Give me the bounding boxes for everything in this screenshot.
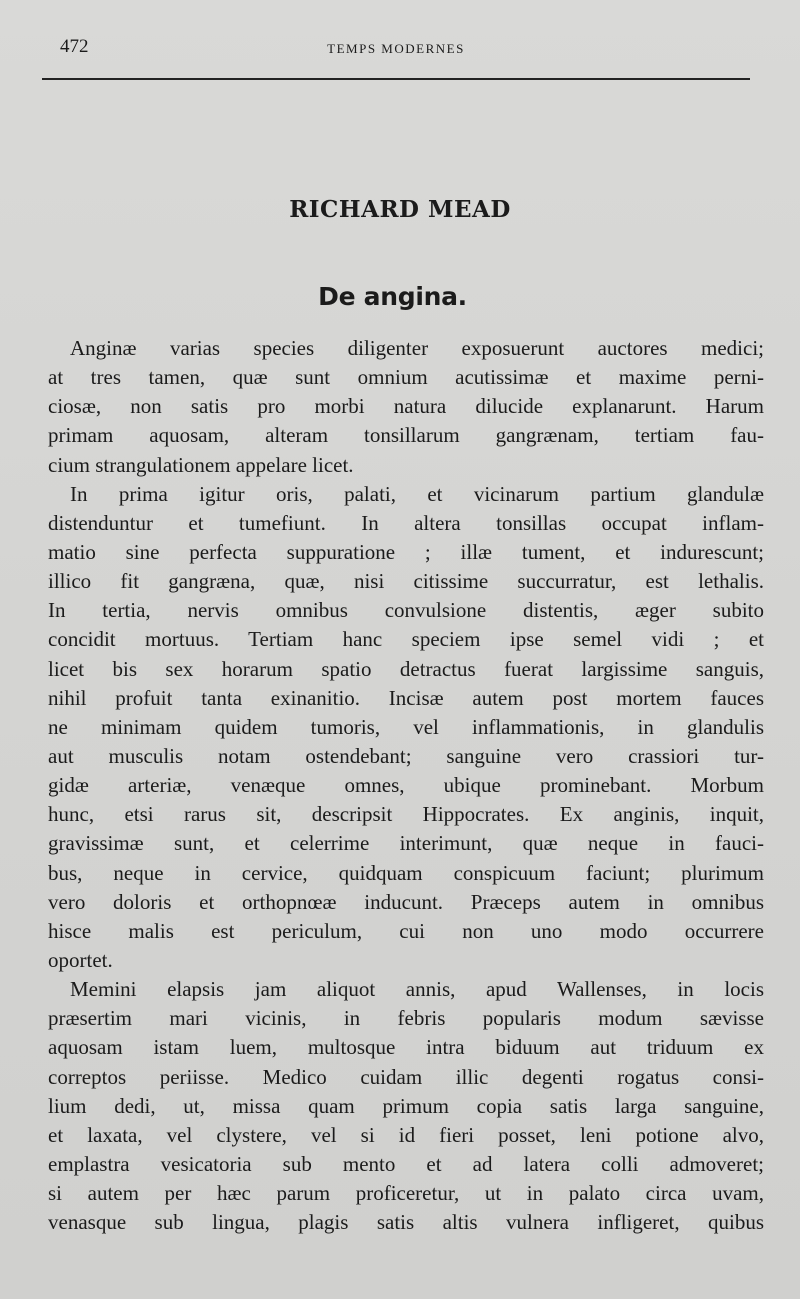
text-line: at tres tamen, quæ sunt omnium acutissimæ et maxime perni- [48, 365, 764, 390]
text-line: cium strangulationem appelare licet. [48, 452, 354, 477]
text-line: Anginæ varias species diligenter exposuerunt auctores medici; [70, 336, 764, 360]
body-text [48, 334, 764, 1237]
text-line: præsertim mari vicinis, in febris popularis modum sævisse [48, 1006, 764, 1031]
text-line: ciosæ, non satis pro morbi natura dilucide explanarunt. Harum [48, 394, 764, 419]
text-line: licet bis sex horarum spatio detractus fuerat largissime sanguis, [48, 656, 764, 681]
text-line: aquosam istam luem, multosque intra biduum aut triduum ex [48, 1035, 764, 1060]
text-line: gidæ arteriæ, venæque omnes, ubique prominebant. Morbum [48, 773, 764, 798]
running-head: TEMPS MODERNES [327, 41, 465, 56]
text-line: matio sine perfecta suppuratione ; illæ tument, et indurescunt; [48, 539, 764, 564]
text-line: oportet. [48, 947, 113, 972]
text-line: venasque sub lingua, plagis satis altis vulnera infligeret, quibus [48, 1210, 764, 1235]
text-line: correptos periisse. Medico cuidam illic degenti rogatus consi- [48, 1064, 764, 1089]
author-heading: RICHARD MEAD [289, 196, 511, 223]
text-line: vero doloris et orthopnœæ inducunt. Præceps autem in omnibus [48, 889, 764, 914]
text-line: distenduntur et tumefiunt. In altera tonsillas occupat inflam- [48, 510, 764, 535]
text-line: concidit mortuus. Tertiam hanc speciem ipse semel vidi ; et [48, 627, 764, 652]
header-rule [42, 78, 750, 80]
section-title: De angina. [318, 282, 467, 311]
text-line: illico fit gangræna, quæ, nisi citissime succurratur, est lethalis. [48, 569, 764, 594]
text-line: Memini elapsis jam aliquot annis, apud Wallenses, in locis [70, 977, 764, 1002]
text-line: ne minimam quidem tumoris, vel inflammationis, in glandulis [48, 714, 764, 739]
text-line: aut musculis notam ostendebant; sanguine vero crassiori tur- [48, 743, 764, 768]
text-line: si autem per hæc parum proficeretur, ut in palato circa uvam, [48, 1181, 764, 1206]
text-line: gravissimæ sunt, et celerrime interimunt, quæ neque in fauci- [48, 831, 764, 856]
text-line: lium dedi, ut, missa quam primum copia satis larga sanguine, [48, 1093, 764, 1118]
page-header [42, 36, 750, 66]
text-line: hunc, etsi rarus sit, descripsit Hippocrates. Ex anginis, inquit, [48, 802, 764, 827]
text-line: et laxata, vel clystere, vel si id fieri posset, leni potione alvo, [48, 1122, 764, 1147]
page-number: 472 [60, 36, 89, 57]
text-line: hisce malis est periculum, cui non uno modo occurrere [48, 918, 764, 943]
text-line: emplastra vesicatoria sub mento et ad latera colli admoveret; [48, 1151, 764, 1176]
text-line: bus, neque in cervice, quidquam conspicuum faciunt; plurimum [48, 860, 764, 885]
text-line: In tertia, nervis omnibus convulsione distentis, æger subito [48, 598, 764, 623]
text-line: nihil profuit tanta exinanitio. Incisæ autem post mortem fauces [48, 685, 764, 710]
text-line: In prima igitur oris, palati, et vicinarum partium glandulæ [70, 481, 764, 506]
text-line: primam aquosam, alteram tonsillarum gangrænam, tertiam fau- [48, 423, 764, 448]
